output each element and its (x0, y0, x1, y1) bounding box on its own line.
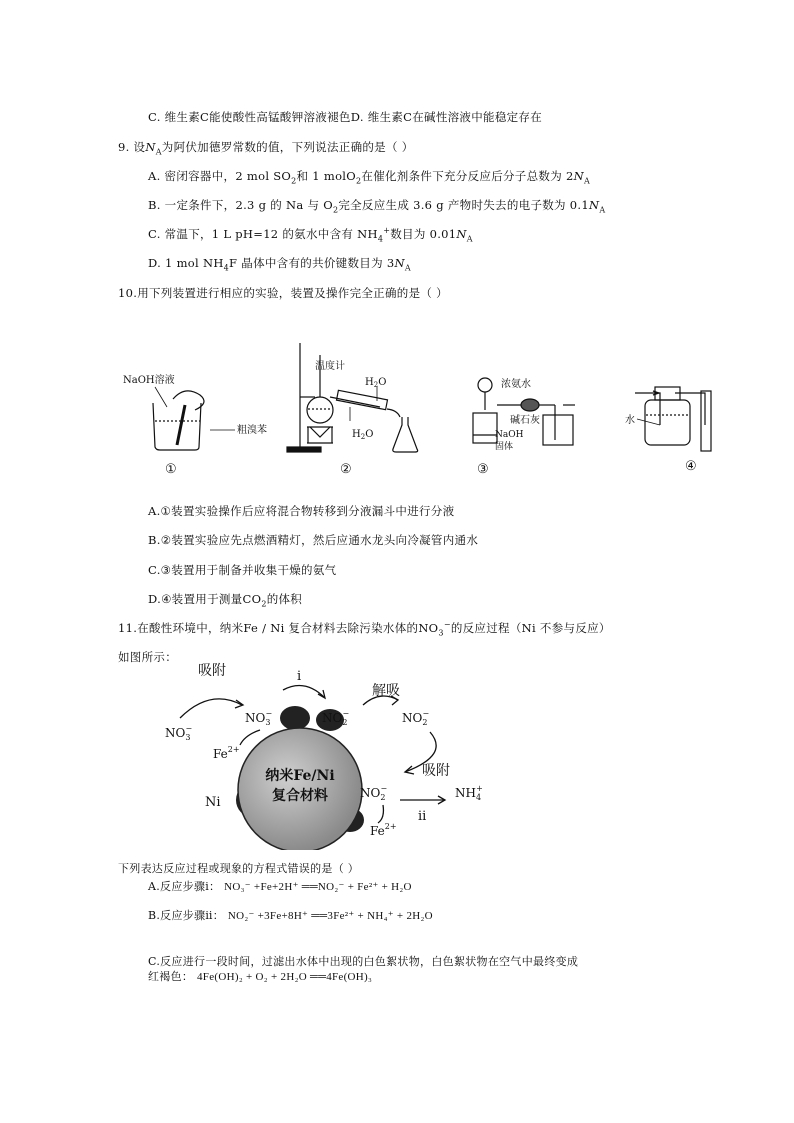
label-thermometer: 温度计 (315, 361, 345, 372)
label-2: ② (340, 462, 352, 477)
q11-option-b: B.反应步骤ⅱ： NO₂⁻ +3Fe+8H⁺ ══3Fe²⁺ + NH₄⁺ + 2H₂O (148, 909, 433, 922)
q10-apparatus-figure (115, 325, 715, 485)
q10-stem: 10.用下列装置进行相应的实验，装置及操作完全正确的是（ ） (118, 286, 448, 300)
label-nh4: $NH_4+$ (455, 784, 483, 802)
label-h2o-out: $H_2O$ (365, 377, 387, 389)
q9-option-a: A. 密闭容器中，2 mol $SO_2$和 1 molO$_2$在催化剂条件下充分反应后分子总数为 $2N_A$ (148, 169, 591, 186)
arrow-fe-bottom (378, 805, 383, 823)
label-no2-free: $NO_2-$ (402, 709, 430, 727)
q9-option-c: C. 常温下，1 L pH=12 的氨水中含有 $NH_4^+$数目为 $0.01N_A$ (148, 226, 473, 244)
q8-option-c: C. 维生素C能使酸性高锰酸钾溶液褪色 (148, 110, 351, 124)
q11-stem-line-1: 11.在酸性环境中，纳米Fe / Ni 复合材料去除污染水体的$NO_3^-$的反应过程（Ni 不参与反应） (118, 620, 611, 638)
q11-option-c-line-1: C.反应进行一段时间，过滤出水体中出现的白色絮状物，白色絮状物在空气中最终变成 (148, 955, 579, 968)
label-no3-adsorbed: $NO_3-$ (245, 709, 273, 727)
label-soda-lime: 碱石灰 (510, 415, 540, 426)
label-desorb: 解吸 (372, 683, 400, 699)
label-naoh-solution: NaOH溶液 (123, 375, 175, 386)
apparatus-2 (287, 343, 418, 477)
label-conc-ammonia: 浓氨水 (501, 379, 531, 390)
label-ni: Ni (205, 795, 221, 810)
q9-option-b: B. 一定条件下，2.3 g 的 Na 与 $O_2$完全反应生成 3.6 g 产物时失去的电子数为 $0.1N_A$ (148, 198, 606, 215)
label-naoh-solid-2: 固体 (495, 442, 514, 452)
core-label-1: 纳米Fe/Ni (265, 768, 335, 784)
label-1: ① (165, 462, 177, 477)
q10-option-d: D.④装置用于测量$CO_2$的体积 (148, 592, 303, 609)
q11-reaction-figure (150, 660, 550, 850)
apparatus-4 (625, 387, 711, 474)
label-h2o-in: $H_2O$ (352, 429, 374, 441)
label-water: 水 (625, 415, 635, 426)
label-adsorb-2: 吸附 (422, 763, 450, 779)
apparatus-1 (123, 373, 267, 477)
label-no3-left: $NO_3-$ (165, 724, 193, 742)
arrow-step-i (283, 686, 325, 699)
q9-stem: 9. 设$N_A$为阿伏加德罗常数的值，下列说法正确的是（ ） (118, 140, 414, 157)
apparatus-3 (473, 377, 575, 477)
q11-option-a: A.反应步骤ⅰ： NO₃⁻ +Fe+2H⁺ ══NO₂⁻ + Fe²⁺ + H₂O (148, 880, 412, 893)
label-step-ii: ii (418, 809, 427, 824)
label-no2-adsorbed: $NO_2-$ (322, 709, 350, 727)
ni-particle (280, 706, 310, 730)
label-fe2-bottom: $Fe^{2+}$ (370, 822, 397, 838)
core-label-2: 复合材料 (272, 788, 328, 804)
label-fe2-left: $Fe^{2+}$ (213, 745, 240, 761)
q11-stem-line-2: 如图所示： (118, 650, 177, 664)
arrow-fe-left (240, 730, 260, 745)
q10-option-b: B.②装置实验应先点燃酒精灯，然后应通水龙头向冷凝管内通水 (148, 533, 479, 547)
label-adsorb-1: 吸附 (198, 663, 226, 679)
label-no2-readsorbed: $NO_2-$ (360, 784, 388, 802)
arrow-adsorb-1 (180, 699, 242, 718)
label-3: ③ (477, 462, 489, 477)
label-step-i: i (297, 669, 302, 684)
q8-option-d: D. 维生素C在碱性溶液中能稳定存在 (350, 110, 543, 124)
q9-option-d: D. 1 mol $NH_4F$ 晶体中含有的共价键数目为 $3N_A$ (148, 256, 411, 273)
q8-option-c-d (148, 109, 542, 125)
q11-option-c-line-2: 红褐色： 4Fe(OH)₂ + O₂ + 2H₂O ══4Fe(OH)₃ (148, 970, 373, 983)
label-crude-bromobenzene: 粗溴苯 (237, 425, 267, 436)
label-4: ④ (685, 459, 697, 474)
label-naoh-solid-1: NaOH (495, 430, 524, 440)
q10-option-c: C.③装置用于制备并收集干燥的氨气 (148, 563, 337, 577)
q10-option-a: A.①装置实验操作后应将混合物转移到分液漏斗中进行分液 (148, 504, 455, 518)
q11-question: 下列表达反应过程或现象的方程式错误的是（ ） (118, 862, 360, 875)
